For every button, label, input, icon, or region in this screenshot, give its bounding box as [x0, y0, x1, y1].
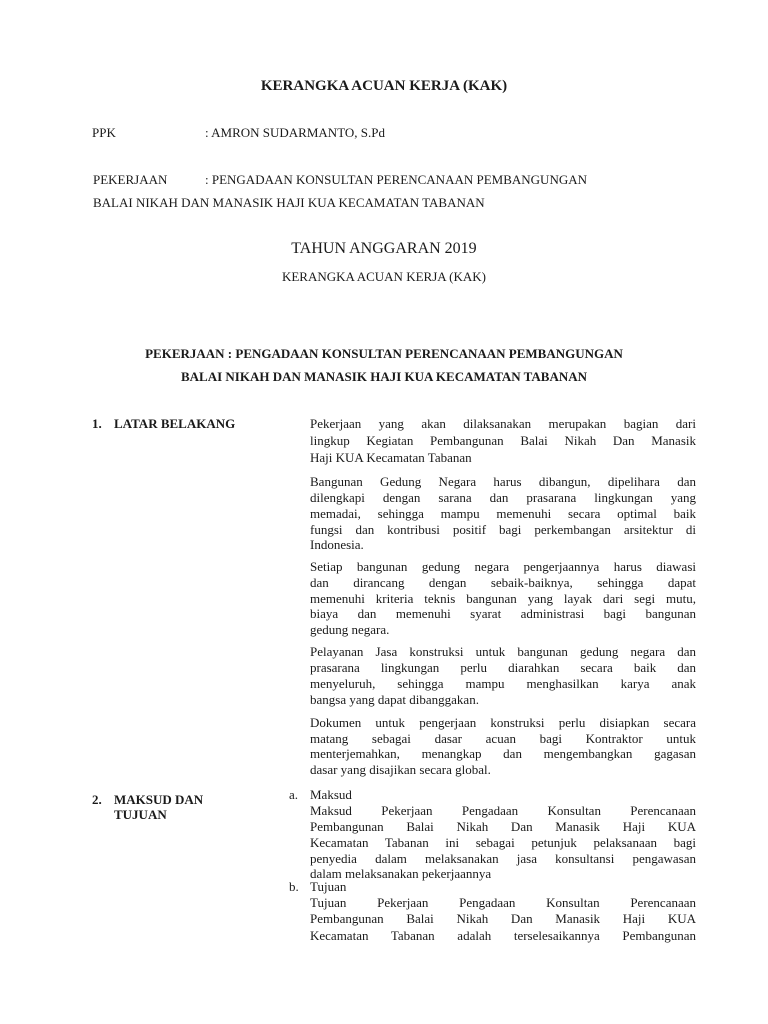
list-item-label: Maksud	[310, 787, 352, 802]
paragraph-line: gedung negara.	[310, 622, 390, 637]
list-item-line: Pembangunan Balai Nikah Dan Manasik Haji KUA	[310, 911, 696, 926]
subtitle: KERANGKA ACUAN KERJA (KAK)	[281, 269, 487, 284]
list-item-line: penyedia dalam melaksanakan jasa konsultansi pengawasan	[310, 851, 696, 866]
list-item-line: Maksud Pekerjaan Pengadaan Konsultan Perencanaan	[310, 803, 696, 818]
paragraph-line: menterjemahkan, menangkap dan mengembangkan gagasan	[310, 746, 696, 761]
paragraph-line: Pelayanan Jasa konstruksi untuk bangunan gedung negara dan	[310, 644, 696, 659]
list-item-line: Tujuan Pekerjaan Pengadaan Konsultan Perencanaan	[310, 895, 696, 910]
paragraph-line: memenuhi kriteria teknis bangunan yang layak dari segi mutu,	[310, 591, 696, 606]
heading-line-2: BALAI NIKAH DAN MANASIK HAJI KUA KECAMATAN TABANAN	[180, 369, 588, 384]
paragraph-line: biaya dan memenuhi syarat administrasi bagi bangunan	[310, 606, 696, 621]
list-item-line: dalam melaksanakan pekerjaannya	[310, 866, 492, 881]
pekerjaan-value: : PENGADAAN KONSULTAN PERENCANAAN PEMBANGUNGAN	[205, 172, 587, 187]
section2-title-line2: TUJUAN	[114, 807, 167, 822]
paragraph-line: memadai, sehingga mampu memenuhi secara optimal baik	[310, 506, 696, 521]
paragraph-line: Indonesia.	[310, 537, 364, 552]
section2-title-line1: MAKSUD DAN	[114, 792, 204, 807]
list-marker: a.	[289, 787, 299, 802]
tahun-anggaran: TAHUN ANGGARAN 2019	[291, 240, 477, 257]
list-item-line: Pembangunan Balai Nikah Dan Manasik Haji KUA	[310, 819, 696, 834]
paragraph-line: Haji KUA Kecamatan Tabanan	[310, 450, 472, 465]
paragraph-line: matang sebagai dasar acuan bagi Kontraktor untuk	[310, 731, 696, 746]
paragraph-line: bangsa yang dapat dibanggakan.	[310, 692, 479, 707]
ppk-value: : AMRON SUDARMANTO, S.Pd	[205, 125, 385, 140]
paragraph-line: Bangunan Gedung Negara harus dibangun, dipelihara dan	[310, 474, 696, 489]
section1-title: LATAR BELAKANG	[114, 416, 236, 431]
paragraph-line: prasarana lingkungan perlu diarahkan secara baik dan	[310, 660, 696, 675]
paragraph-line: menyeluruh, sehingga mampu menghasilkan karya anak	[310, 676, 696, 691]
paragraph-line: Pekerjaan yang akan dilaksanakan merupakan bagian dari	[310, 416, 696, 431]
paragraph-line: fungsi dan kontribusi positif bagi perkembangan arsitektur di	[310, 522, 696, 537]
document-title: KERANGKA ACUAN KERJA (KAK)	[260, 78, 508, 94]
ppk-label: PPK	[92, 125, 116, 140]
list-marker: b.	[289, 879, 299, 894]
list-item-line: Kecamatan Tabanan ini sebagai petunjuk pelaksanaan bagi	[310, 835, 696, 850]
paragraph-line: lingkup Kegiatan Pembangunan Balai Nikah Dan Manasik	[310, 433, 696, 448]
section2-number: 2.	[92, 792, 102, 807]
list-item-line: Kecamatan Tabanan adalah terselesaikannya Pembangunan	[310, 928, 696, 943]
heading-line-1: PEKERJAAN : PENGADAAN KONSULTAN PERENCANAAN PEMBANGUNGAN	[145, 346, 623, 361]
paragraph-line: dasar yang disajikan secara global.	[310, 762, 491, 777]
pekerjaan-label: PEKERJAAN	[93, 172, 168, 187]
section1-number: 1.	[92, 416, 102, 431]
list-item-label: Tujuan	[310, 879, 347, 894]
paragraph-line: Setiap bangunan gedung negara pengerjaannya harus diawasi	[310, 559, 696, 574]
paragraph-line: dan dirancang dengan sebaik-baiknya, sehingga dapat	[310, 575, 696, 590]
pekerjaan-value-line2: BALAI NIKAH DAN MANASIK HAJI KUA KECAMATAN TABANAN	[93, 195, 485, 210]
paragraph-line: dilengkapi dengan sarana dan prasarana lingkungan yang	[310, 490, 696, 505]
paragraph-line: Dokumen untuk pengerjaan konstruksi perlu disiapkan secara	[310, 715, 696, 730]
